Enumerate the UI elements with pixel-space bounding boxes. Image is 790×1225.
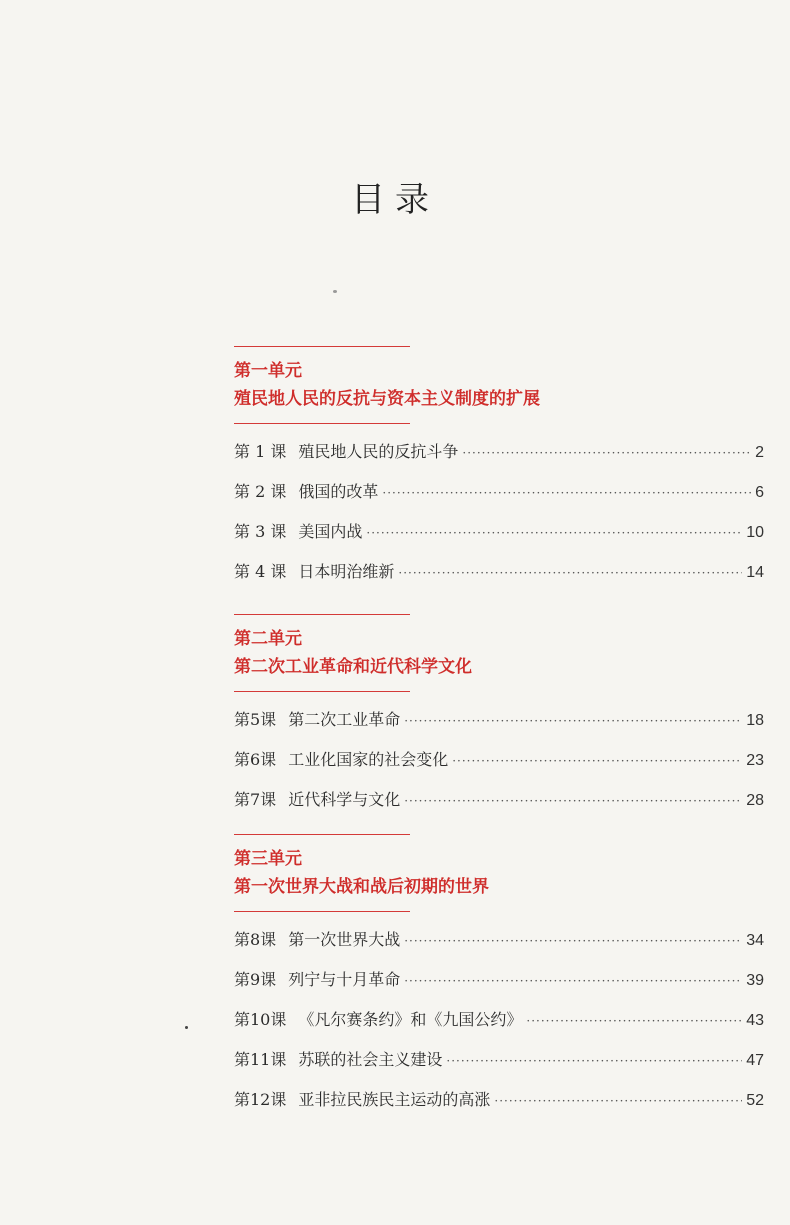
dot-leader — [446, 1041, 742, 1081]
unit-1 — [234, 346, 764, 592]
unit-title: 殖民地人民的反抗与资本主义制度的扩展 — [234, 389, 540, 409]
unit-label: 第一单元 — [234, 361, 302, 381]
toc-entry[interactable] — [234, 1040, 764, 1080]
toc-title: 目录 — [351, 180, 439, 220]
dot-leader — [462, 433, 751, 473]
dot-leader — [404, 781, 742, 821]
page-number: 52 — [746, 1092, 764, 1109]
lesson-title: 亚非拉民族民主运动的高涨 — [298, 1090, 491, 1109]
dot-leader — [398, 553, 742, 593]
page-number: 10 — [746, 524, 764, 541]
page-number: 18 — [746, 712, 764, 729]
page-number: 6 — [755, 484, 764, 501]
lesson-title: 第一次世界大战 — [288, 930, 401, 949]
unit-label: 第三单元 — [234, 849, 302, 869]
toc-entry[interactable] — [234, 432, 764, 472]
unit-rule-bottom — [234, 911, 410, 912]
lesson-list — [234, 700, 764, 820]
dot-leader — [404, 961, 742, 1001]
lesson-title: 工业化国家的社会变化 — [288, 750, 449, 769]
lesson-number: 第9课 — [234, 970, 277, 989]
dot-leader — [366, 513, 742, 553]
unit-rule-bottom — [234, 423, 410, 424]
lesson-title: 俄国的改革 — [298, 482, 379, 501]
lesson-number: 第6课 — [234, 750, 277, 769]
lesson-number: 第5课 — [234, 710, 277, 729]
toc-entry[interactable] — [234, 740, 764, 780]
lesson-number: 第12课 — [234, 1090, 287, 1109]
toc-entry[interactable] — [234, 700, 764, 740]
dot-leader — [452, 741, 742, 781]
lesson-title: 殖民地人民的反抗斗争 — [298, 442, 459, 461]
lesson-number: 第8课 — [234, 930, 277, 949]
lesson-number: 第7课 — [234, 790, 277, 809]
dot-leader — [404, 701, 742, 741]
lesson-title: 列宁与十月革命 — [288, 970, 401, 989]
unit-title: 第二次工业革命和近代科学文化 — [234, 657, 472, 677]
lesson-number: 第 1 课 — [234, 442, 287, 461]
page-number: 14 — [746, 564, 764, 581]
lesson-number: 第11课 — [234, 1050, 287, 1069]
lesson-title: 《凡尔赛条约》和《九国公约》 — [298, 1010, 523, 1029]
lesson-number: 第 4 课 — [234, 562, 287, 581]
page-number: 28 — [746, 792, 764, 809]
paper-speck — [185, 1026, 188, 1029]
page-number: 47 — [746, 1052, 764, 1069]
lesson-number: 第 3 课 — [234, 522, 287, 541]
toc-entry[interactable] — [234, 920, 764, 960]
unit-title: 第一次世界大战和战后初期的世界 — [234, 877, 489, 897]
unit-rule-top — [234, 834, 410, 835]
page-number: 34 — [746, 932, 764, 949]
dot-leader — [526, 1001, 742, 1041]
lesson-title: 第二次工业革命 — [288, 710, 401, 729]
lesson-list — [234, 920, 764, 1120]
unit-2 — [234, 614, 764, 820]
toc-entry[interactable] — [234, 512, 764, 552]
page-number: 23 — [746, 752, 764, 769]
paper-speck — [333, 290, 337, 293]
unit-rule-top — [234, 614, 410, 615]
page-number: 39 — [746, 972, 764, 989]
toc-entry[interactable] — [234, 1000, 764, 1040]
dot-leader — [494, 1081, 742, 1121]
lesson-title: 日本明治维新 — [298, 562, 395, 581]
dot-leader — [404, 921, 742, 961]
lesson-title: 苏联的社会主义建设 — [298, 1050, 443, 1069]
unit-rule-top — [234, 346, 410, 347]
lesson-number: 第10课 — [234, 1010, 287, 1029]
dot-leader — [382, 473, 751, 513]
toc-entry[interactable] — [234, 780, 764, 820]
toc-entry[interactable] — [234, 552, 764, 592]
page-number: 43 — [746, 1012, 764, 1029]
unit-rule-bottom — [234, 691, 410, 692]
lesson-title: 近代科学与文化 — [288, 790, 401, 809]
toc-entry[interactable] — [234, 472, 764, 512]
lesson-title: 美国内战 — [298, 522, 363, 541]
unit-label: 第二单元 — [234, 629, 302, 649]
toc-entry[interactable] — [234, 960, 764, 1000]
unit-3 — [234, 834, 764, 1120]
page-number: 2 — [755, 444, 764, 461]
lesson-number: 第 2 课 — [234, 482, 287, 501]
lesson-list — [234, 432, 764, 592]
toc-entry[interactable] — [234, 1080, 764, 1120]
